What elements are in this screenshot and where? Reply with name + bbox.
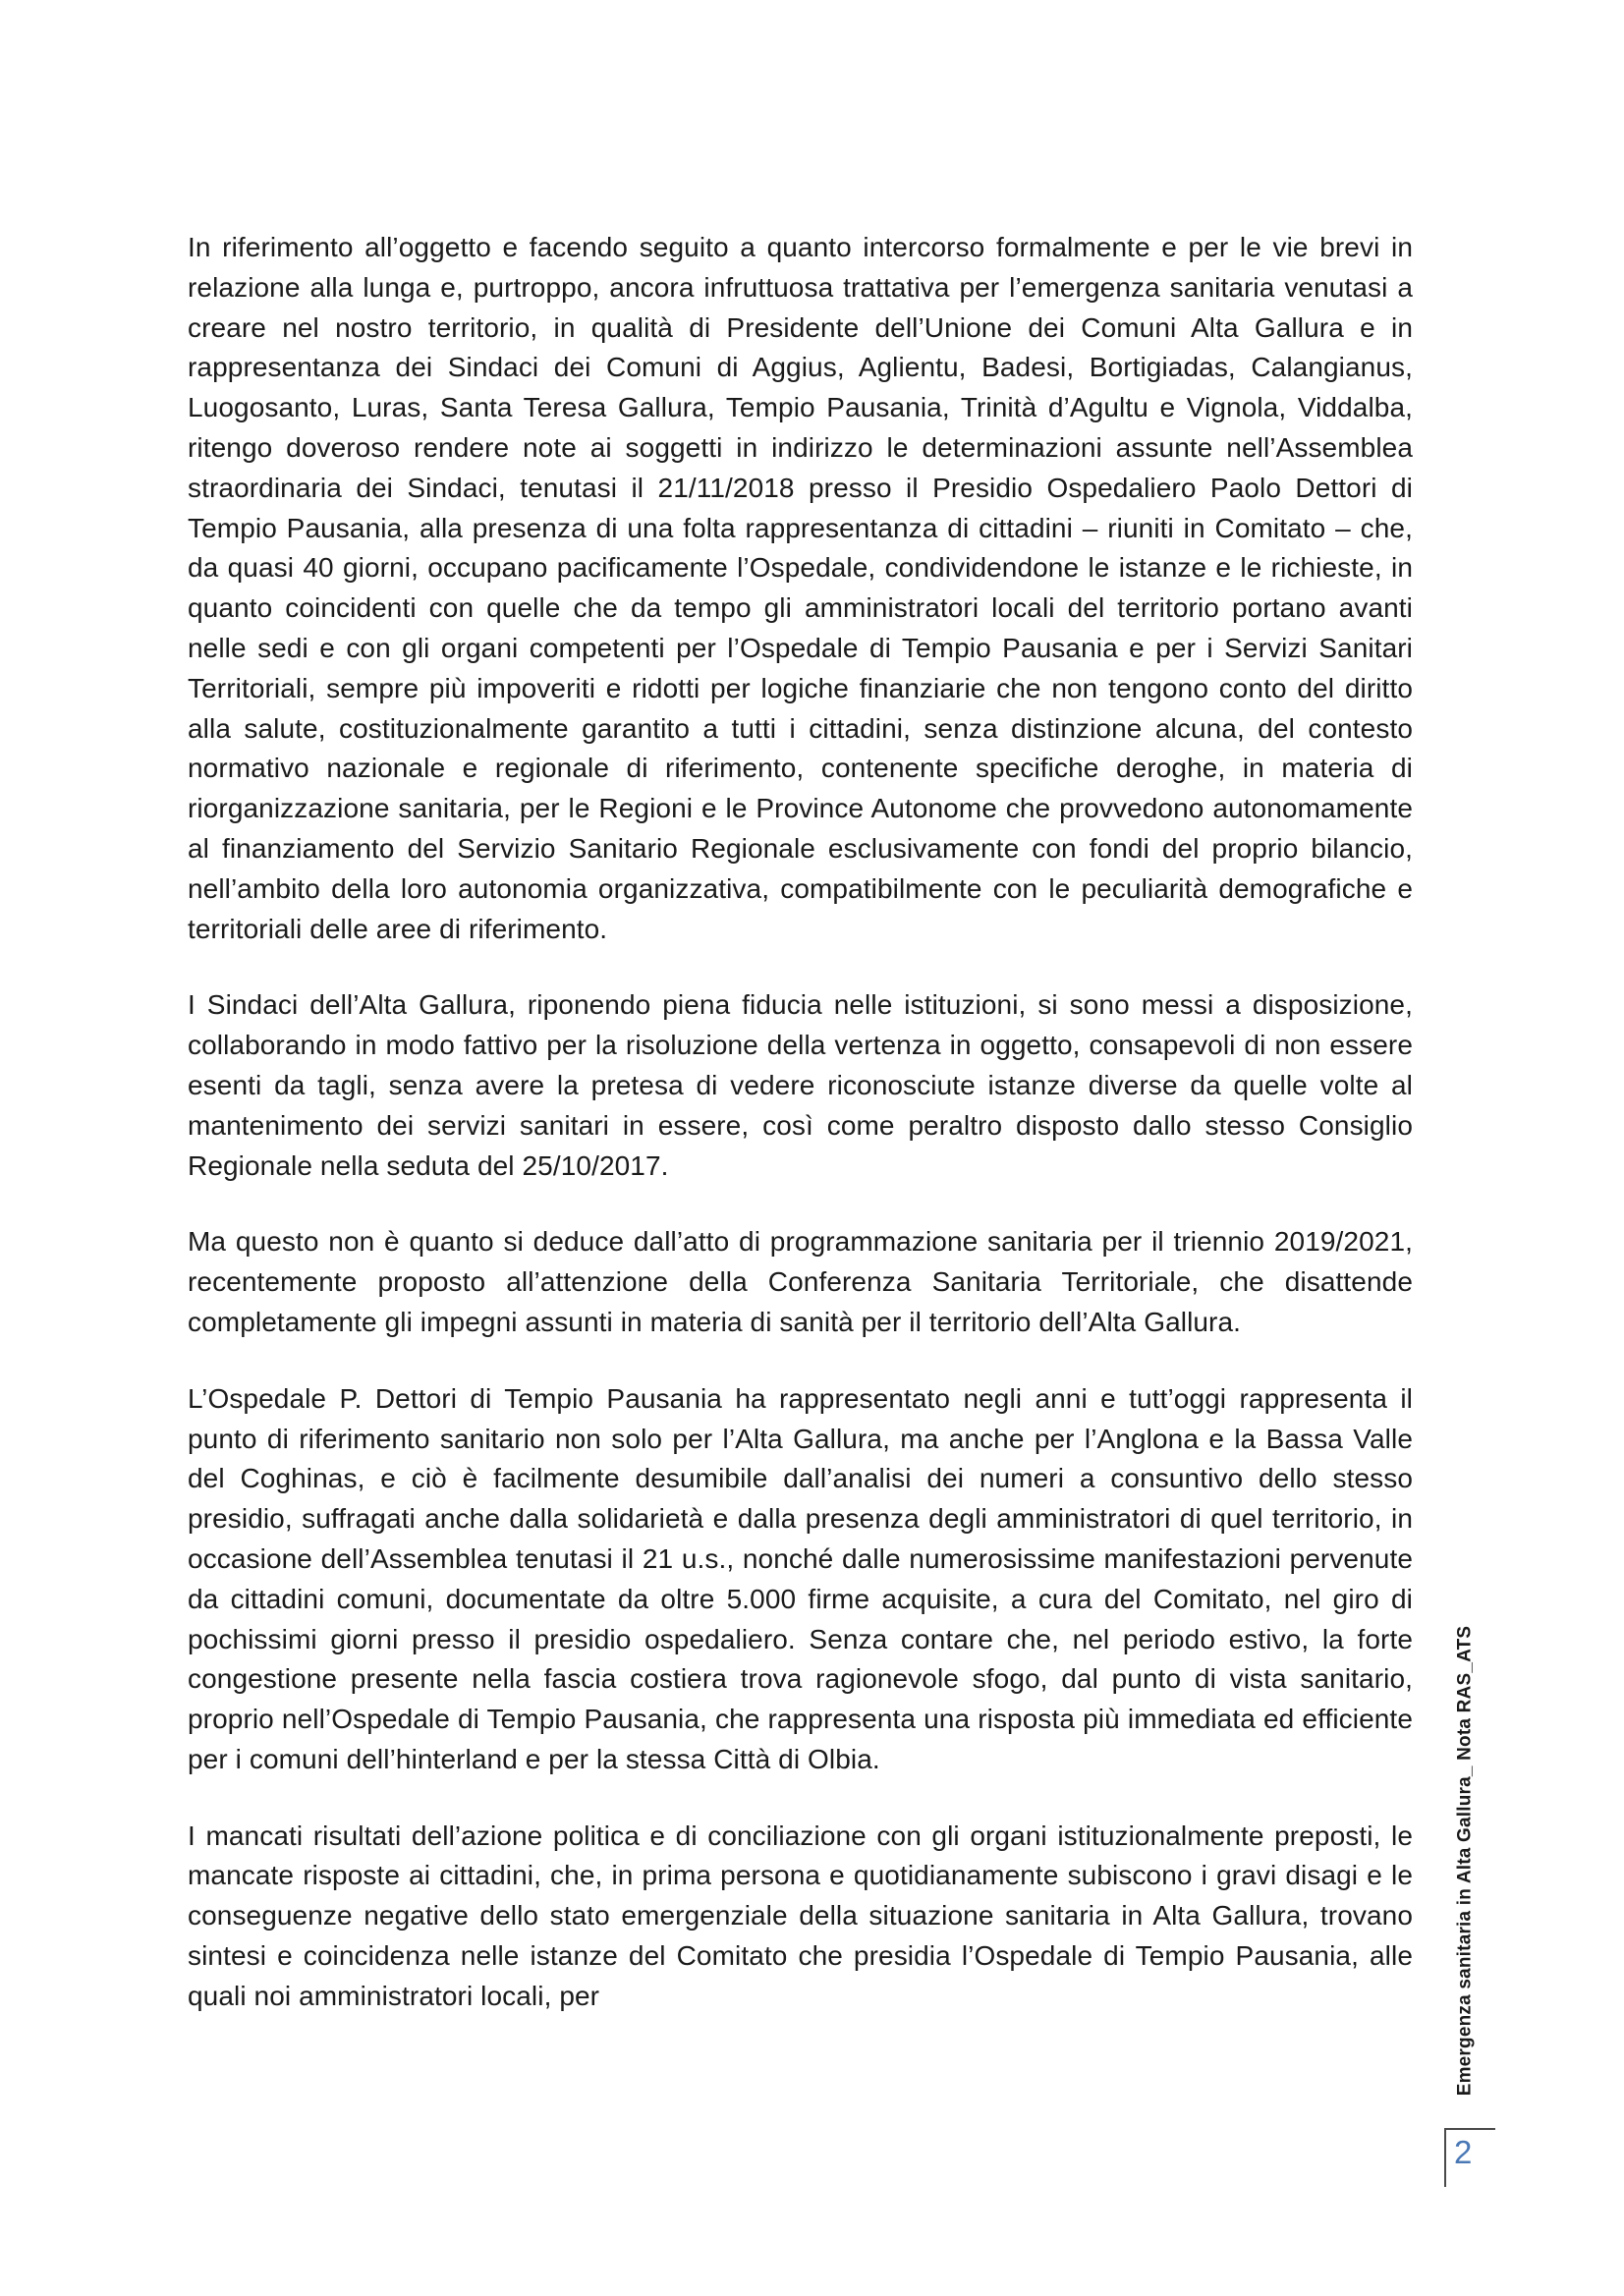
side-note-text: Emergenza sanitaria in Alta Gallura_ Nota RAS_ATS <box>1454 1625 1476 2096</box>
side-note <box>1447 1603 1483 2117</box>
footer-rule-horizontal <box>1444 2128 1495 2130</box>
paragraph-mayors-availability: I Sindaci dell’Alta Gallura, riponendo piena fiducia nelle istituzioni, si sono messi a disposizione, collaborando in modo fattivo per la risoluzione della vertenza in oggetto, consapevoli di non essere esenti da tagli, senza avere la pretesa di vedere riconosciute istanze diverse da quelle volte al mantenimento dei servizi sanitari in essere, così come peraltro disposto dallo stesso Consiglio Regionale nella seduta del 25/10/2017. <box>188 989 1413 1181</box>
footer-rule-vertical <box>1444 2128 1446 2187</box>
document-body <box>188 228 1413 2017</box>
paragraph-missing-results: I mancati risultati dell’azione politica e di conciliazione con gli organi istituzionalmente preposti, le mancate risposte ai cittadini, che, in prima persona e quotidianamente subiscono i gravi disagi e le conseguenze negative dello stato emergenziale della situazione sanitaria in Alta Gallura, trovano sintesi e coincidenza nelle istanze del Comitato che presidia l’Ospedale di Tempio Pausania, alle quali noi amministratori locali, per <box>188 1820 1413 2011</box>
paragraph-hospital-role: L’Ospedale P. Dettori di Tempio Pausania ha rappresentato negli anni e tutt’oggi rappresenta il punto di riferimento sanitario non solo per l’Alta Gallura, ma anche per l’Anglona e la Bassa Valle del Coghinas, e ciò è facilmente desumibile dall’analisi dei numeri a consuntivo dello stesso presidio, suffragati anche dalla solidarietà e dalla presenza degli amministratori di quel territorio, in occasione dell’Assemblea tenutasi il 21 u.s., nonché dalle numerosissime manifestazioni pervenute da cittadini comuni, documentate da oltre 5.000 firme acquisite, a cura del Comitato, nel giro di pochissimi giorni presso il presidio ospedaliero. Senza contare che, nel periodo estivo, la forte congestione presente nella fascia costiera trova ragionevole sfogo, dal punto di vista sanitario, proprio nell’Ospedale di Tempio Pausania, che rappresenta una risposta più immediata ed efficiente per i comuni dell’hinterland e per la stessa Città di Olbia. <box>188 1382 1413 1774</box>
paragraph-premise: In riferimento all’oggetto e facendo seguito a quanto intercorso formalmente e per le vie brevi in relazione alla lunga e, purtroppo, ancora infruttuosa trattativa per l’emergenza sanitaria venutasi a creare nel nostro territorio, in qualità di Presidente dell’Unione dei Comuni Alta Gallura e in rappresentanza dei Sindaci dei Comuni di Aggius, Aglientu, Badesi, Bortigiadas, Calangianus, Luogosanto, Luras, Santa Teresa Gallura, Tempio Pausania, Trinità d’Agultu e Vignola, Viddalba, ritengo doveroso rendere note ai soggetti in indirizzo le determinazioni assunte nell’Assemblea straordinaria dei Sindaci, tenutasi il 21/11/2018 presso il Presidio Ospedaliero Paolo Dettori di Tempio Pausania, alla presenza di una folta rappresentanza di cittadini – riuniti in Comitato – che, da quasi 40 giorni, occupano pacificamente l’Ospedale, condividendone le istanze e le richieste, in quanto coincidenti con quelle che da tempo gli amministratori locali del territorio portano avanti nelle sedi e con gli organi competenti per l’Ospedale di Tempio Pausania e per i Servizi Sanitari Territoriali, sempre più impoveriti e ridotti per logiche finanziarie che non tengono conto del diritto alla salute, costituzionalmente garantito a tutti i cittadini, senza distinzione alcuna, del contesto normativo nazionale e regionale di riferimento, contenente specifiche deroghe, in materia di riorganizzazione sanitaria, per le Regioni e le Province Autonome che provvedono autonomamente al finanziamento del Servizio Sanitario Regionale esclusivamente con fondi del proprio bilancio, nell’ambito della loro autonomia organizzativa, compatibilmente con le peculiarità demografiche e territoriali delle aree di riferimento. <box>188 232 1413 944</box>
paragraph-health-programming: Ma questo non è quanto si deduce dall’atto di programmazione sanitaria per il triennio 2019/2021, recentemente proposto all’attenzione della Conferenza Sanitaria Territoriale, che disattende completamente gli impegni assunti in materia di sanità per il territorio dell’Alta Gallura. <box>188 1226 1413 1337</box>
page-number: 2 <box>1454 2134 1473 2170</box>
